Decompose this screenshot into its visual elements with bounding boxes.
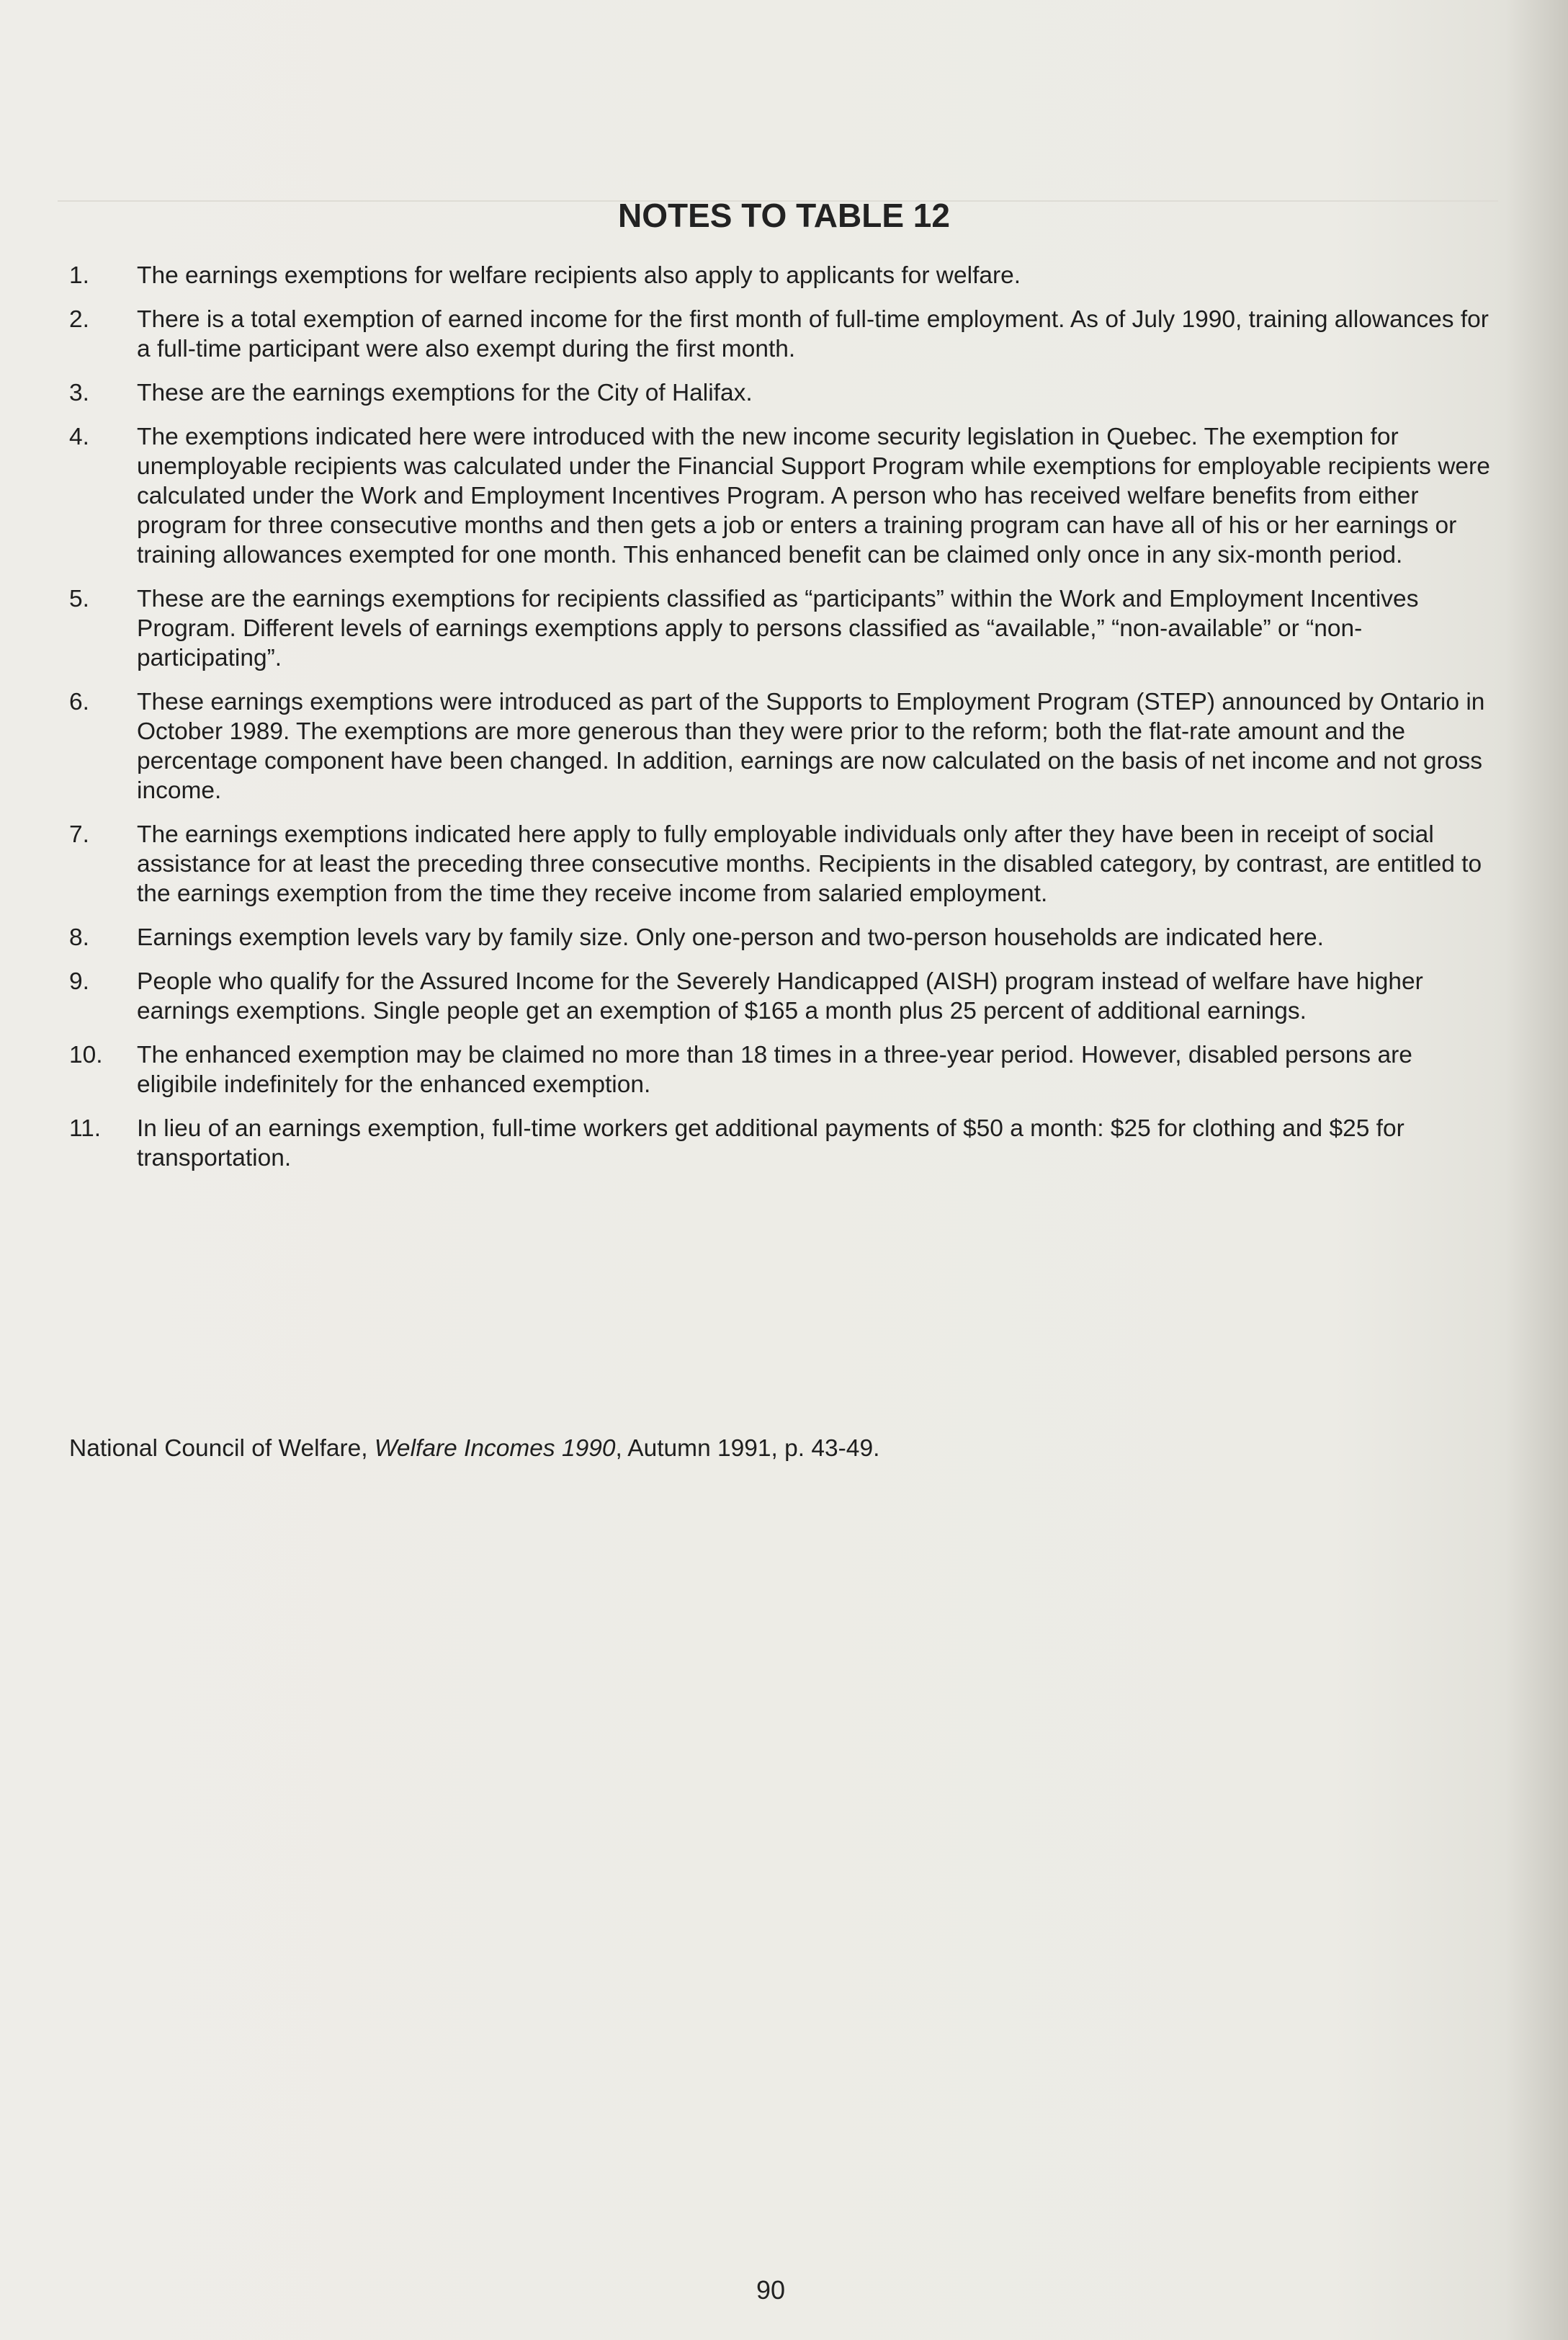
note-item [69,1114,1495,1173]
source-title: Welfare Incomes 1990 [374,1435,616,1462]
note-text: The exemptions indicated here were introduced with the new income security legislation in Quebec. The exemption for unemployable recipients was calculated under the Financial Support Program while exemptions for employable recipients were calculated under the Work and Employment Incentives Program. A person who has received welfare benefits from either program for three consecutive months and then gets a job or enters a training program can have all of his or her earnings or training allowances exempted for one month. This enhanced benefit can be claimed only once in any six-month period. [137,424,1490,568]
note-text: These earnings exemptions were introduced as part of the Supports to Employment Program (STEP) announced by Ontario in October 1989. The exemptions are more generous than they were prior to the reform; both the flat-rate amount and the percentage component have been changed. In addition, earnings are now calculated on the basis of net income and not gross income. [137,689,1485,804]
note-number: 3. [69,380,89,406]
note-text: The earnings exemptions for welfare recipients also apply to applicants for welfare. [137,262,1021,289]
note-number: 5. [69,586,89,612]
note-text: These are the earnings exemptions for the City of Halifax. [137,380,753,406]
page-number: 90 [756,2275,786,2305]
note-number: 10. [69,1042,103,1068]
note-item [69,1040,1495,1099]
note-number: 11. [69,1115,102,1142]
notes-list [69,261,1495,1187]
note-item [69,967,1495,1026]
note-text: People who qualify for the Assured Income for the Severely Handicapped (AISH) program instead of welfare have higher earnings exemptions. Single people get an exemption of $165 a month plus 25 percent of additional earnings. [137,968,1423,1024]
page-title: NOTES TO TABLE 12 [618,197,950,234]
note-text: The enhanced exemption may be claimed no more than 18 times in a three-year period. However, disabled persons are eligibile indefinitely for the enhanced exemption. [137,1042,1412,1098]
note-number: 4. [69,424,89,450]
note-number: 2. [69,306,89,333]
note-number: 6. [69,689,89,715]
source-details: , Autumn 1991, p. 43-49. [615,1435,880,1462]
note-item [69,422,1495,570]
note-text: The earnings exemptions indicated here apply to fully employable individuals only after they have been in receipt of social assistance for at least the preceding three consecutive months. Recipients in the disabled category, by contrast, are entitled to the earnings exemption from the time they receive income from salaried employment. [137,821,1482,907]
note-item [69,261,1495,290]
note-number: 9. [69,968,89,995]
note-number: 7. [69,821,89,848]
note-number: 1. [69,262,89,289]
note-item [69,584,1495,673]
note-text: There is a total exemption of earned income for the first month of full-time employment. As of July 1990, training allowances for a full-time participant were also exempt during the first month. [137,306,1489,362]
note-text: Earnings exemption levels vary by family size. Only one-person and two-person households are indicated here. [137,924,1324,951]
note-item [69,687,1495,805]
source-author: National Council of Welfare, [69,1435,375,1462]
note-text: In lieu of an earnings exemption, full-time workers get additional payments of $50 a month: $25 for clothing and $25 for transportation. [137,1115,1405,1171]
source-citation [69,1434,1438,1463]
note-item [69,305,1495,364]
note-item [69,923,1495,952]
note-number: 8. [69,924,89,951]
note-text: These are the earnings exemptions for recipients classified as “participants” within the Work and Employment Incentives Program. Different levels of earnings exemptions apply to persons classified as “available,” “non-available” or “non-participating”. [137,586,1419,671]
note-item [69,820,1495,908]
note-item [69,378,1495,408]
